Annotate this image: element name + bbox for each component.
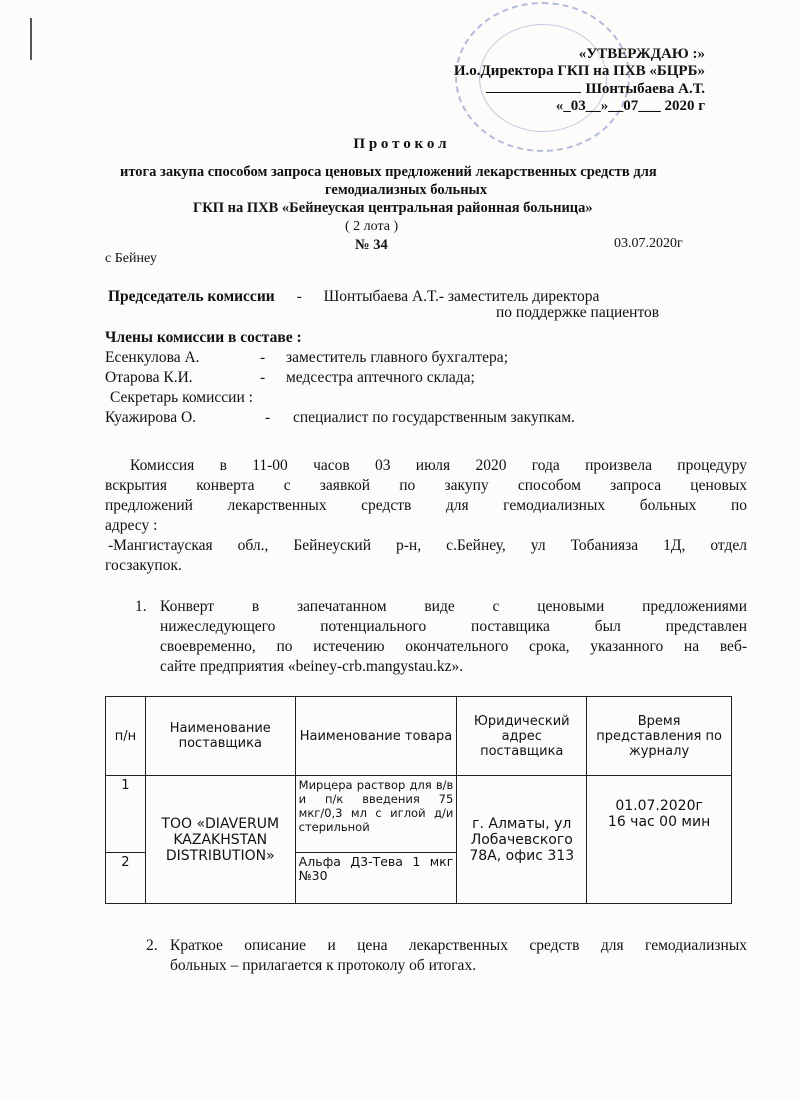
member-row — [105, 348, 508, 368]
supplier-address: г. Алматы, ул Лобачевского 78А, офис 313 — [457, 776, 587, 904]
paragraph-line: Комиссия в 11-00 часов 03 июля 2020 года произвела процедуру — [130, 457, 747, 474]
item-line: сайте предприятия «beiney-crb.mangystau.kz». — [160, 658, 464, 675]
table-header-cell: Юридический адрес поставщика — [457, 697, 587, 776]
chair-value: Шонтыбаева А.Т.- заместитель директора — [323, 288, 600, 305]
document-subtitle-3: ГКП на ПХВ «Бейнеуская центральная районная больница» — [193, 200, 593, 216]
member-role: медсестра аптечного склада; — [286, 369, 475, 386]
submission-date: 01.07.2020г — [615, 798, 703, 814]
protocol-place: с Бейнеу — [105, 251, 157, 266]
approval-line3: Шонтыбаева А.Т. — [585, 81, 705, 97]
paragraph-line: вскрытия конверта с заявкой по закупу способом запроса ценовых — [105, 477, 747, 494]
protocol-number: № 34 — [355, 237, 388, 253]
chair-dash: - — [296, 288, 302, 305]
chair-label: Председатель комиссии — [108, 288, 275, 305]
approval-line2: И.о.Директора ГКП на ПХВ «БЦРБ» — [453, 63, 705, 79]
paragraph-line: предложений лекарственных средств для гемодиализных больных по — [105, 497, 747, 514]
approval-block — [454, 46, 705, 115]
item-line: Конверт в запечатанном виде с ценовыми предложениями — [160, 598, 747, 615]
submission-hour: 16 час 00 мин — [607, 814, 711, 830]
row-number: 2 — [106, 853, 146, 904]
paragraph-line: госзакупок. — [105, 557, 182, 574]
item-line: своевременно, по истечению окончательного срока, указанного на веб- — [160, 638, 747, 655]
item-number: 2. — [146, 937, 158, 954]
paragraph-line: -Мангистауская обл., Бейнеуский р-н, с.Бейнеу, ул Тобанияза 1Д, отдел — [108, 537, 747, 554]
member-name: Есенкулова А. — [105, 349, 200, 366]
item-line: Краткое описание и цена лекарственных средств для гемодиализных — [170, 937, 747, 954]
product-name: Мирцера раствор для в/в и п/к введения 75 мкг/0,3 мл с иглой д/и стерильной — [295, 776, 457, 853]
table-header-cell: Наименование поставщика — [145, 697, 295, 776]
approval-line4: «_03__»__07___ 2020 г — [555, 98, 705, 114]
paragraph-line: адресу : — [105, 517, 158, 534]
member-name: Отарова К.И. — [105, 369, 193, 386]
secretary-label: Секретарь комиссии : — [110, 389, 253, 406]
secretary-name: Куажирова О. — [105, 409, 197, 426]
member-role: заместитель главного бухгалтера; — [286, 349, 508, 366]
table-row — [106, 776, 732, 853]
lots-count: ( 2 лота ) — [345, 219, 399, 234]
chair-value-2: по поддержке пациентов — [496, 304, 660, 321]
supplier-name: ТОО «DIAVERUM KAZAKHSTAN DISTRIBUTION» — [145, 776, 295, 904]
item-number: 1. — [135, 598, 147, 615]
table-header-cell: п/н — [106, 697, 146, 776]
member-dash: - — [260, 369, 266, 386]
document-title: П р о т о к о л — [353, 136, 447, 152]
protocol-date: 03.07.2020г — [614, 236, 683, 251]
table-header-row — [106, 697, 732, 776]
secretary-dash: - — [265, 409, 271, 426]
submission-time — [587, 776, 732, 904]
row-number: 1 — [106, 776, 146, 853]
secretary-role: специалист по государственным закупкам. — [293, 409, 575, 426]
member-row — [105, 368, 475, 388]
item-line: нижеследующего потенциального поставщика был представлен — [160, 618, 747, 635]
item-line: больных – прилагается к протоколу об итогах. — [170, 957, 477, 974]
product-name: Альфа Д3-Тева 1 мкг №30 — [295, 853, 457, 904]
approval-line1: «УТВЕРЖДАЮ :» — [578, 46, 705, 62]
table-header-cell: Время представления по журналу — [587, 697, 732, 776]
document-subtitle-1: итога закупа способом запроса ценовых предложений лекарственных средств для — [120, 164, 657, 180]
member-dash: - — [260, 349, 266, 366]
members-label: Члены комиссии в составе : — [105, 329, 302, 346]
signature-line — [486, 80, 581, 93]
secretary-row — [105, 408, 575, 428]
suppliers-table — [105, 696, 732, 904]
table-header-cell: Наименование товара — [295, 697, 457, 776]
scan-edge-mark — [30, 18, 32, 60]
document-subtitle-2: гемодиализных больных — [325, 182, 488, 198]
